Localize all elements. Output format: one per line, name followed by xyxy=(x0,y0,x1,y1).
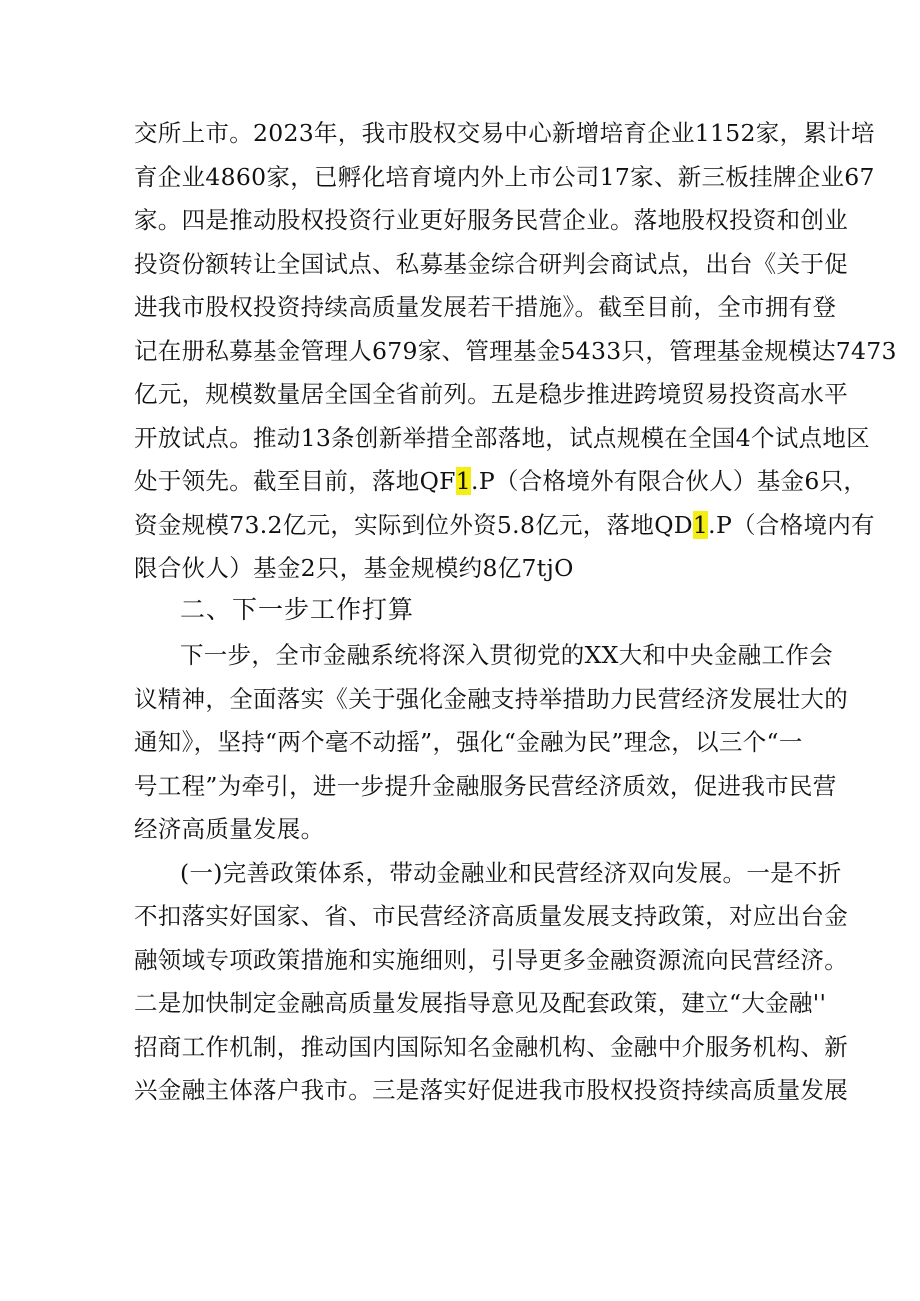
section-heading: 二、下一步工作打算 xyxy=(180,595,415,624)
highlighted-text: 1 xyxy=(455,467,472,495)
text-line: 议精神，全面落实《关于强化金融支持举措助力民营经济发展壮大的 xyxy=(134,685,848,713)
text-line: 二是加快制定金融高质量发展指导意见及配套政策，建立“大金融'' xyxy=(134,989,827,1017)
text-line: 家。四是推动股权投资行业更好服务民营企业。落地股权投资和创业 xyxy=(134,206,848,234)
text-line: 开放试点。推动13条创新举措全部落地，试点规模在全国4个试点地区 xyxy=(134,424,870,452)
highlighted-text: 1 xyxy=(692,511,709,539)
text-line: 经济高质量发展。 xyxy=(134,815,325,843)
text-line: 兴金融主体落户我市。三是落实好促进我市股权投资持续高质量发展 xyxy=(134,1076,848,1104)
text-line: 不扣落实好国家、省、市民营经济高质量发展支持政策，对应出台金 xyxy=(134,902,848,930)
text-line: 下一步，全市金融系统将深入贯彻党的XX大和中央金融工作会 xyxy=(180,641,833,669)
text-segment: .P（合格境外有限合伙人）基金6只， xyxy=(471,467,868,495)
text-line: (一)完善政策体系，带动金融业和民营经济双向发展。一是不折 xyxy=(180,859,842,887)
text-line: 记在册私募基金管理人679家、管理基金5433只，管理基金规模达7473 xyxy=(134,337,897,365)
text-line: 通知》，坚持“两个毫不动摇”，强化“金融为民”理念，以三个“一 xyxy=(134,728,803,756)
text-line-with-highlight xyxy=(134,461,868,501)
text-line: 育企业4860家，已孵化培育境内外上市公司17家、新三板挂牌企业67 xyxy=(134,163,875,191)
text-line: 投资份额转让全国试点、私募基金综合研判会商试点，出台《关于促 xyxy=(134,250,848,278)
text-line-with-highlight xyxy=(134,505,875,545)
text-line: 亿元，规模数量居全国全省前列。五是稳步推进跨境贸易投资高水平 xyxy=(134,380,848,408)
text-segment: 处于领先。截至目前，落地QF xyxy=(134,467,456,495)
text-line: 融领域专项政策措施和实施细则，引导更多金融资源流向民营经济。 xyxy=(134,946,848,974)
text-line: 限合伙人）基金2只，基金规模约8亿7tjO xyxy=(134,554,574,582)
text-segment: .P（合格境内有 xyxy=(708,511,875,539)
text-line: 交所上市。2023年，我市股权交易中心新增培育企业1152家，累计培 xyxy=(134,119,875,147)
text-line: 招商工作机制，推动国内国际知名金融机构、金融中介服务机构、新 xyxy=(134,1033,848,1061)
text-segment: 资金规模73.2亿元，实际到位外资5.8亿元，落地QD xyxy=(134,511,693,539)
text-line: 进我市股权投资持续高质量发展若干措施》。截至目前，全市拥有登 xyxy=(134,293,837,321)
text-line: 号工程”为牵引，进一步提升金融服务民营经济质效，促进我市民营 xyxy=(134,772,837,800)
